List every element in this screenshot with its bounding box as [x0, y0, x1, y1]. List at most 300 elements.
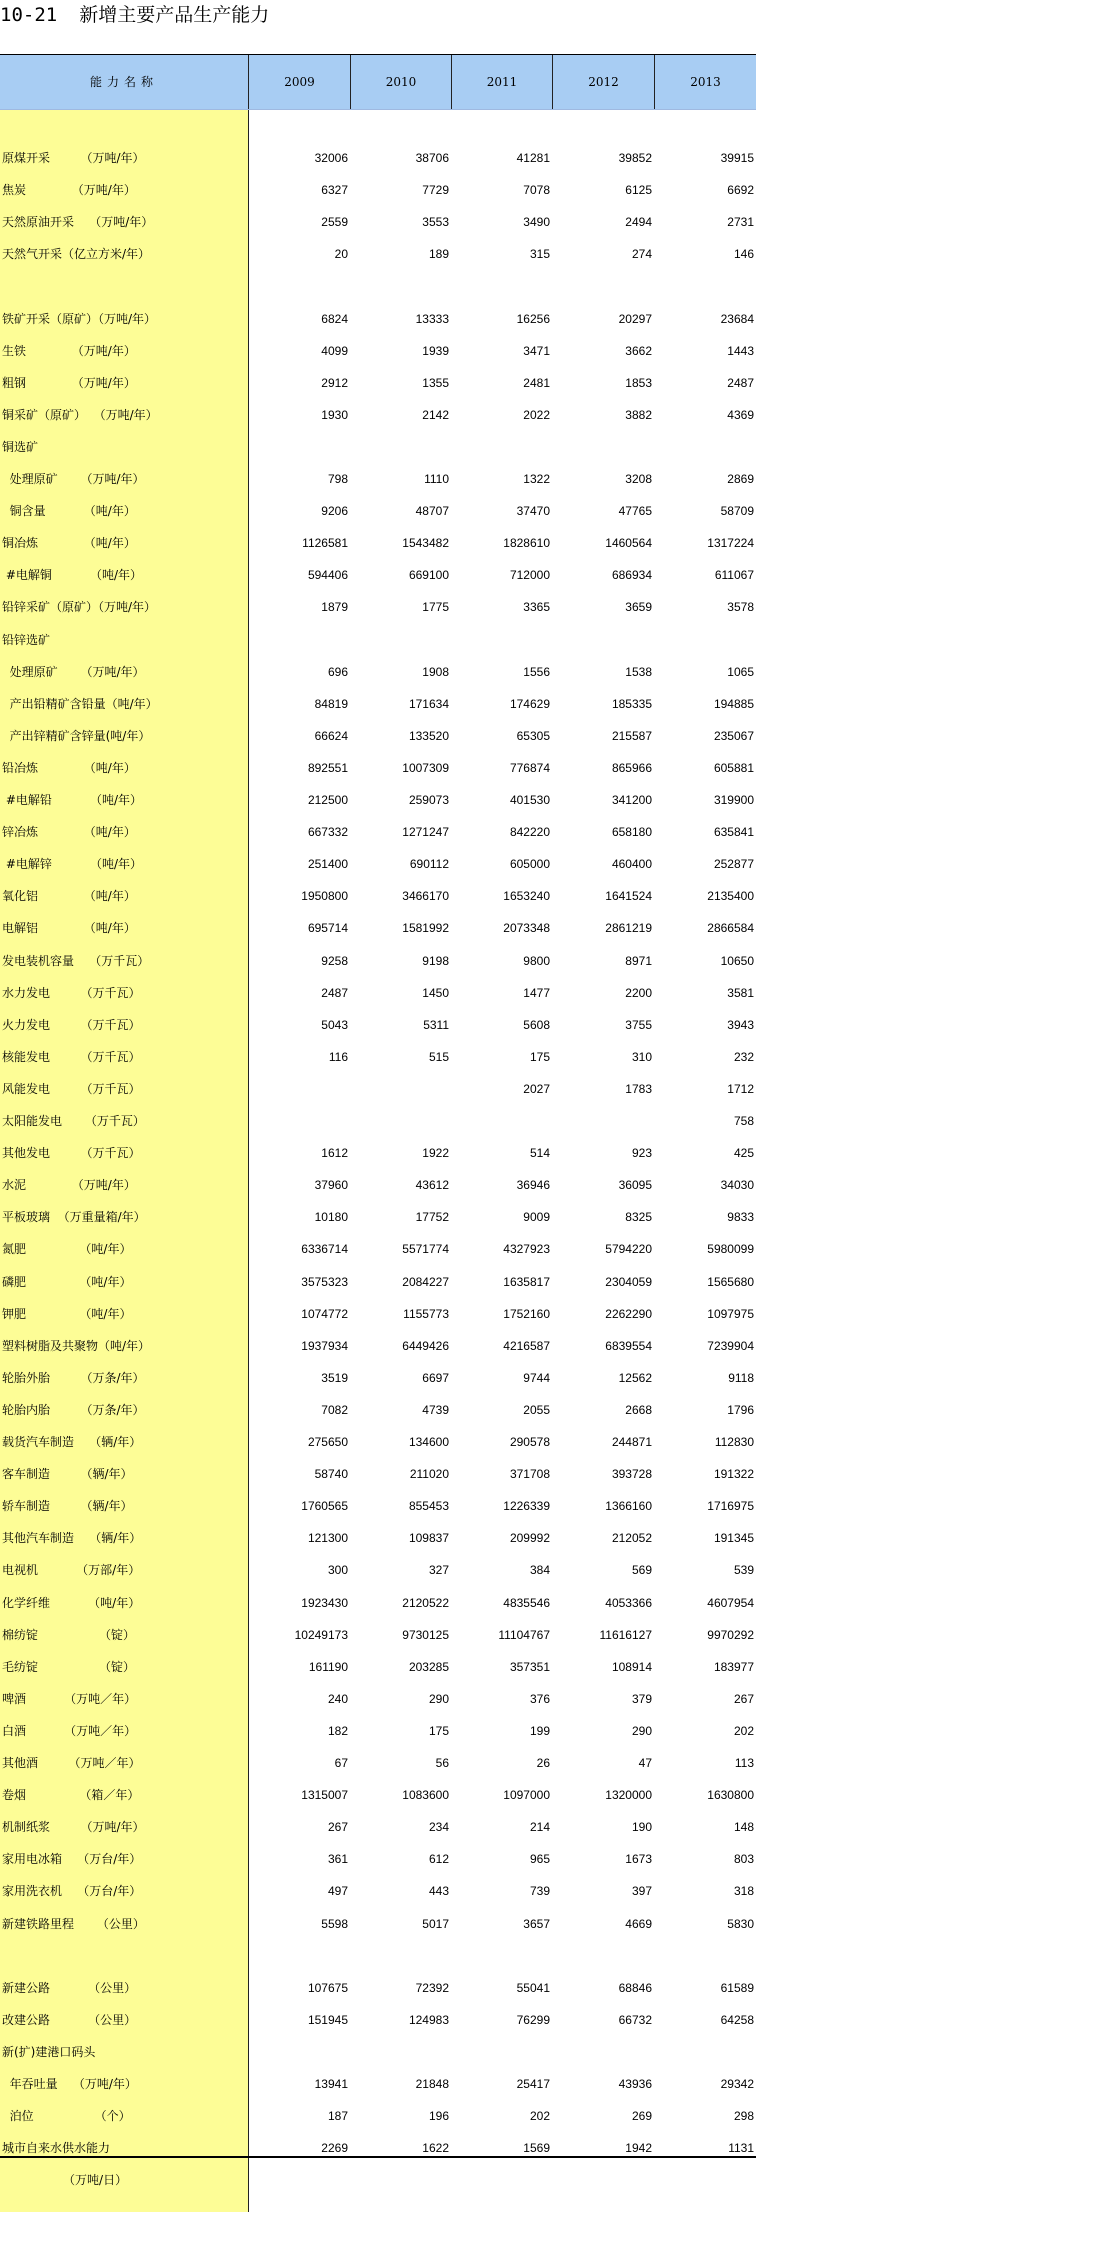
cell-2013: 9118 [728, 1370, 754, 1385]
cell-2011: 25417 [516, 2077, 550, 2091]
cell-2013: 1712 [727, 1081, 754, 1096]
cell-2011: 514 [529, 1146, 550, 1161]
cell-2012: 1641524 [605, 889, 652, 904]
cell-2009: 667332 [307, 825, 348, 840]
table-row [0, 1073, 756, 1105]
row-name: 城市自来水供水能力 [2, 2141, 111, 2156]
table-row [0, 688, 756, 720]
row-name: 载货汽车制造 （辆/年） [2, 1435, 142, 1449]
cell-2009: 1126581 [302, 536, 348, 551]
cell-2011: 712000 [509, 568, 550, 583]
row-name: 化学纤维 （吨/年） [2, 1595, 141, 1610]
cell-2009: 275650 [307, 1435, 348, 1449]
cell-2011: 376 [529, 1691, 550, 1706]
table-row [0, 720, 756, 752]
cell-2013: 635841 [713, 825, 754, 840]
cell-2009: 4099 [321, 343, 348, 358]
row-name: 氮肥 （吨/年） [2, 1242, 132, 1257]
cell-2010: 6449426 [402, 1338, 449, 1353]
cell-2010: 189 [428, 247, 449, 262]
cell-2012: 212052 [611, 1531, 652, 1546]
cell-2010: 1450 [422, 985, 449, 1000]
row-name: #电解铜 （吨/年） [2, 568, 143, 583]
table-row [0, 1458, 756, 1490]
cell-2012: 68846 [618, 1980, 652, 1995]
cell-2010: 1622 [422, 2141, 449, 2156]
cell-2009: 497 [327, 1884, 348, 1899]
cell-2009: 58740 [314, 1467, 348, 1482]
cell-2012: 2200 [625, 985, 652, 1000]
table-row [0, 174, 756, 206]
cell-2009: 107675 [307, 1980, 348, 1995]
cell-2010 [353, 1940, 449, 1972]
cell-2010: 7729 [422, 183, 449, 198]
cell-2009: 251400 [307, 857, 348, 872]
cell-2009: 3519 [321, 1370, 348, 1385]
cell-2010: 1581992 [402, 921, 449, 936]
table-row [0, 238, 756, 270]
cell-2010: 48707 [415, 504, 449, 519]
row-name: 核能发电 （万千瓦） [2, 1049, 141, 1064]
cell-2012: 4669 [625, 1916, 652, 1931]
cell-2009 [252, 1940, 348, 1972]
cell-2010 [353, 624, 449, 656]
row-name: 年吞吐量 （万吨/年） [2, 2077, 137, 2091]
cell-2010: 133520 [408, 728, 449, 743]
cell-2011: 36946 [516, 1178, 550, 1193]
cell-2011: 3365 [523, 600, 550, 615]
cell-2011: 315 [529, 247, 550, 262]
cell-2010: 5017 [422, 1916, 449, 1931]
cell-2009: 84819 [314, 696, 348, 711]
cell-2012: 39852 [618, 151, 652, 165]
table-row [0, 399, 756, 431]
cell-2013: 9970292 [707, 1627, 754, 1642]
header-divider [654, 55, 655, 109]
table-row [0, 2004, 756, 2036]
table-row [0, 1490, 756, 1522]
cell-2011: 1556 [523, 664, 550, 679]
header-divider [350, 55, 351, 109]
table-row [0, 2164, 756, 2196]
cell-2011: 174629 [509, 696, 550, 711]
cell-2009: 37960 [314, 1178, 348, 1193]
cell-2011: 1653240 [503, 889, 550, 904]
cell-2012: 2304059 [605, 1274, 652, 1289]
row-name: 家用电冰箱 （万台/年） [2, 1852, 142, 1867]
cell-2009: 695714 [307, 921, 348, 936]
cell-2012: 658180 [611, 825, 652, 840]
cell-2009: 594406 [307, 568, 348, 583]
cell-2013: 3578 [727, 600, 754, 615]
cell-2013: 2869 [727, 472, 754, 486]
cell-2011: 357351 [509, 1659, 550, 1674]
table-row [0, 1169, 756, 1201]
cell-2012: 1538 [625, 664, 652, 679]
cell-2012: 1673 [625, 1852, 652, 1867]
header-year-2013: 2013 [690, 75, 721, 89]
table-row [0, 142, 756, 174]
row-name: 铜含量 （吨/年） [2, 504, 136, 519]
cell-2009: 9258 [321, 953, 348, 968]
table-row [0, 1266, 756, 1298]
cell-2010: 5311 [423, 1017, 449, 1032]
cell-2012: 274 [631, 247, 652, 262]
cell-2009: 20 [334, 247, 348, 262]
cell-2011: 2055 [523, 1402, 550, 1417]
cell-2011: 214 [529, 1820, 550, 1835]
cell-2013: 252877 [713, 857, 754, 872]
cell-2010: 17752 [415, 1210, 449, 1225]
cell-2013: 298 [733, 2109, 754, 2124]
row-name: 其他发电 （万千瓦） [2, 1146, 141, 1161]
row-name: 处理原矿 （万吨/年） [2, 664, 145, 679]
cell-2012: 5794220 [605, 1242, 652, 1257]
row-name: 轿车制造 （辆/年） [2, 1499, 133, 1514]
cell-2013: 1716975 [707, 1499, 754, 1514]
cell-2012 [556, 2164, 652, 2196]
table-row [0, 1201, 756, 1233]
table-row [0, 1683, 756, 1715]
cell-2010: 171634 [408, 696, 449, 711]
cell-2011: 290578 [509, 1435, 550, 1449]
row-name: 铜冶炼 （吨/年） [2, 536, 136, 551]
row-name: 焦炭 （万吨/年） [2, 183, 136, 198]
cell-2012: 8971 [625, 953, 652, 968]
cell-2013: 1131 [728, 2141, 754, 2156]
table-row [0, 816, 756, 848]
cell-2011: 16256 [516, 311, 550, 326]
cell-2009: 1612 [321, 1146, 348, 1161]
cell-2011: 1569 [523, 2141, 550, 2156]
cell-2010: 4739 [422, 1402, 449, 1417]
table-bottom-rule [0, 2156, 756, 2158]
cell-2009: 2912 [321, 375, 348, 390]
cell-2010: 855453 [408, 1499, 449, 1514]
row-name: 棉纺锭 （锭） [2, 1627, 136, 1642]
table-row [0, 1522, 756, 1554]
cell-2010: 1155773 [403, 1306, 449, 1321]
row-name: 产出锌精矿含锌量(吨/年） [2, 728, 151, 743]
row-name: 锌冶炼 （吨/年） [2, 825, 136, 840]
cell-2010 [353, 2164, 449, 2196]
row-name: 天然气开采（亿立方米/年） [2, 247, 151, 262]
cell-2013 [658, 624, 754, 656]
cell-2012: 269 [631, 2109, 652, 2124]
cell-2010: 3553 [422, 215, 449, 230]
cell-2011: 1226339 [503, 1499, 550, 1514]
row-name: 生铁 （万吨/年） [2, 343, 136, 358]
cell-2009: 2269 [321, 2141, 348, 2156]
cell-2009: 1923430 [301, 1595, 348, 1610]
row-name: 铅锌采矿（原矿）（万吨/年） [2, 600, 157, 615]
table-row [0, 2132, 756, 2164]
cell-2009: 67 [334, 1756, 348, 1770]
row-name: 处理原矿 （万吨/年） [2, 472, 145, 486]
cell-2012: 397 [631, 1884, 652, 1899]
cell-2010: 234 [428, 1820, 449, 1835]
cell-2009: 3575323 [301, 1274, 348, 1289]
cell-2013: 1630800 [707, 1788, 754, 1803]
cell-2013: 9833 [727, 1210, 754, 1225]
cell-2010 [353, 2036, 449, 2068]
row-name: 水力发电 （万千瓦） [2, 985, 141, 1000]
cell-2012: 3659 [625, 600, 652, 615]
table-row [0, 912, 756, 944]
table-row [0, 367, 756, 399]
table-row [0, 977, 756, 1009]
cell-2010: 1775 [422, 600, 449, 615]
cell-2013: 29342 [720, 2077, 754, 2091]
cell-2013: 611067 [714, 568, 754, 583]
cell-2009: 6327 [321, 183, 348, 198]
cell-2009 [252, 2036, 348, 2068]
cell-2010: 327 [428, 1563, 449, 1578]
table-row [0, 945, 756, 977]
cell-2010 [353, 431, 449, 463]
cell-2011: 5608 [523, 1017, 550, 1032]
cell-2010: 1110 [424, 472, 449, 486]
cell-2011: 3657 [523, 1916, 550, 1931]
header-year-2009: 2009 [284, 75, 315, 89]
cell-2012: 1460564 [605, 536, 652, 551]
cell-2012: 6839554 [605, 1338, 652, 1353]
cell-2010: 3466170 [402, 889, 449, 904]
cell-2012: 341200 [611, 793, 652, 807]
table-row [0, 335, 756, 367]
cell-2012: 310 [631, 1049, 652, 1064]
cell-2009: 182 [327, 1723, 348, 1738]
cell-2010: 134600 [408, 1435, 449, 1449]
cell-2010: 13333 [415, 311, 449, 326]
row-name: 家用洗衣机 （万台/年） [2, 1884, 142, 1899]
cell-2012: 3208 [625, 472, 652, 486]
cell-2009: 267 [327, 1820, 348, 1835]
cell-2011: 41281 [516, 151, 550, 165]
cell-2010: 1083600 [402, 1788, 449, 1803]
cell-2012: 108914 [611, 1659, 652, 1674]
cell-2010: 6697 [422, 1370, 449, 1385]
cell-2010: 9730125 [402, 1627, 449, 1642]
cell-2013 [658, 2036, 754, 2068]
table-row [0, 1587, 756, 1619]
table-row [0, 431, 756, 463]
cell-2012: 379 [631, 1691, 652, 1706]
row-name: 铁矿开采（原矿）（万吨/年） [2, 311, 157, 326]
cell-2009: 10180 [314, 1210, 348, 1225]
cell-2011 [454, 624, 550, 656]
row-name: 轮胎外胎 （万条/年） [2, 1370, 145, 1385]
cell-2013: 58709 [720, 504, 754, 519]
cell-2013: 1065 [727, 664, 754, 679]
row-name: 火力发电 （万千瓦） [2, 1017, 141, 1032]
cell-2012 [556, 270, 652, 302]
cell-2010: 2142 [422, 407, 449, 422]
cell-2012: 2262290 [605, 1306, 652, 1321]
cell-2010 [353, 270, 449, 302]
cell-2013: 2487 [727, 375, 754, 390]
cell-2010: 1908 [422, 664, 449, 679]
cell-2011 [454, 270, 550, 302]
cell-2013: 539 [733, 1563, 754, 1578]
row-name: 太阳能发电 （万千瓦） [2, 1114, 145, 1128]
cell-2010: 259073 [408, 793, 449, 807]
cell-2013: 232 [733, 1049, 754, 1064]
cell-2010 [353, 1073, 449, 1105]
cell-2010: 72392 [415, 1980, 449, 1995]
cell-2011: 37470 [516, 504, 550, 519]
header-name: 能力名称 [89, 75, 158, 89]
cell-2011: 76299 [516, 2012, 550, 2027]
cell-2009: 161190 [308, 1659, 348, 1674]
cell-2010: 1355 [422, 375, 449, 390]
cell-2012: 8325 [625, 1210, 652, 1225]
row-name: 机制纸浆 （万吨/年） [2, 1820, 145, 1835]
row-name: 新(扩)建港口码头 [2, 2044, 96, 2059]
cell-2013: 10650 [720, 953, 754, 968]
row-name: 平板玻璃 （万重量箱/年） [2, 1210, 146, 1225]
cell-2013: 235067 [713, 728, 754, 743]
cell-2012: 460400 [611, 857, 652, 872]
cell-2012: 4053366 [605, 1595, 652, 1610]
cell-2011: 199 [529, 1723, 550, 1738]
cell-2011 [454, 431, 550, 463]
cell-2012: 3662 [625, 343, 652, 358]
cell-2012: 865966 [611, 760, 652, 775]
row-name: 钾肥 （吨/年） [2, 1306, 132, 1321]
cell-2012: 47 [638, 1756, 652, 1770]
cell-2012: 185335 [611, 696, 652, 711]
cell-2011: 65305 [516, 728, 550, 743]
table-row [0, 848, 756, 880]
table-row [0, 1105, 756, 1137]
cell-2013: 1565680 [707, 1274, 754, 1289]
cell-2009: 10249173 [294, 1627, 348, 1642]
cell-2011: 202 [529, 2109, 550, 2124]
cell-2010: 175 [428, 1723, 449, 1738]
cell-2013: 64258 [720, 2012, 754, 2027]
cell-2010: 515 [428, 1049, 449, 1064]
row-name: 电视机 （万部/年） [2, 1563, 141, 1578]
cell-2012: 20297 [618, 311, 652, 326]
table-row [0, 1747, 756, 1779]
table-row [0, 1330, 756, 1362]
cell-2012: 3882 [625, 407, 652, 422]
table-row [0, 1875, 756, 1907]
cell-2012: 2668 [625, 1402, 652, 1417]
row-name: 氧化铝 （吨/年） [2, 889, 136, 904]
page-title [0, 2, 269, 28]
cell-2013: 2135400 [707, 889, 754, 904]
cell-2011: 4327923 [503, 1242, 550, 1257]
table-row [0, 1009, 756, 1041]
header-year-2012: 2012 [588, 75, 619, 89]
cell-2010 [353, 1105, 449, 1137]
cell-2009: 32006 [314, 151, 348, 165]
header-divider [552, 55, 553, 109]
cell-2009: 240 [327, 1691, 348, 1706]
cell-2011: 2481 [523, 375, 550, 390]
cell-2013 [658, 431, 754, 463]
row-name: 啤酒 （万吨／年） [2, 1691, 137, 1706]
row-name: 卷烟 （箱／年） [2, 1788, 140, 1803]
cell-2009: 1879 [321, 600, 348, 615]
row-name [2, 1940, 248, 1972]
table-row [0, 1619, 756, 1651]
cell-2010: 1271247 [402, 825, 449, 840]
cell-2012: 6125 [625, 183, 652, 198]
cell-2009: 798 [327, 472, 348, 486]
cell-2012: 2494 [625, 215, 652, 230]
cell-2013: 5830 [727, 1916, 754, 1931]
cell-2009: 1950800 [301, 889, 348, 904]
cell-2009: 5598 [321, 1916, 348, 1931]
cell-2011: 9744 [523, 1370, 550, 1385]
table-header [0, 54, 756, 110]
cell-2009: 5043 [321, 1017, 348, 1032]
cell-2013: 148 [733, 1820, 754, 1835]
row-name: 发电装机容量 （万千瓦） [2, 953, 150, 968]
cell-2011: 1635817 [503, 1274, 550, 1289]
cell-2012: 3755 [625, 1017, 652, 1032]
cell-2010: 1543482 [402, 536, 449, 551]
cell-2010: 196 [428, 2109, 449, 2124]
table-row [0, 624, 756, 656]
cell-2011 [454, 2036, 550, 2068]
cell-2012: 190 [631, 1820, 652, 1835]
cell-2011: 1097000 [503, 1788, 550, 1803]
cell-2011 [454, 1105, 550, 1137]
table-row [0, 591, 756, 623]
cell-2011 [454, 1940, 550, 1972]
table-row [0, 559, 756, 591]
table-row [0, 1041, 756, 1073]
table-row [0, 1843, 756, 1875]
cell-2010: 690112 [409, 857, 449, 872]
table-row [0, 1233, 756, 1265]
cell-2009 [252, 270, 348, 302]
table-row [0, 2068, 756, 2100]
table-row [0, 1908, 756, 1940]
cell-2011: 384 [529, 1563, 550, 1578]
row-name: （万吨/日） [2, 2173, 128, 2188]
table-row [0, 303, 756, 335]
table-row [0, 1940, 756, 1972]
cell-2009 [252, 1105, 348, 1137]
table-row [0, 527, 756, 559]
cell-2010: 211020 [409, 1467, 449, 1482]
cell-2012: 215587 [611, 728, 652, 743]
cell-2011: 1322 [523, 472, 550, 486]
cell-2010: 1922 [422, 1146, 449, 1161]
cell-2012: 686934 [611, 568, 652, 583]
row-name: 风能发电 （万千瓦） [2, 1081, 141, 1096]
cell-2013: 23684 [720, 311, 754, 326]
cell-2012 [556, 1105, 652, 1137]
cell-2010: 612 [428, 1852, 449, 1867]
cell-2010: 443 [428, 1884, 449, 1899]
cell-2011: 371708 [509, 1467, 550, 1482]
table-row [0, 495, 756, 527]
cell-2013: 267 [733, 1691, 754, 1706]
table-number: 10-21 [0, 4, 58, 26]
header-divider [248, 55, 249, 109]
cell-2011: 1752160 [503, 1306, 550, 1321]
cell-2009 [252, 431, 348, 463]
row-name: #电解铅 （吨/年） [2, 793, 143, 807]
cell-2011 [454, 2164, 550, 2196]
table-row [0, 1811, 756, 1843]
